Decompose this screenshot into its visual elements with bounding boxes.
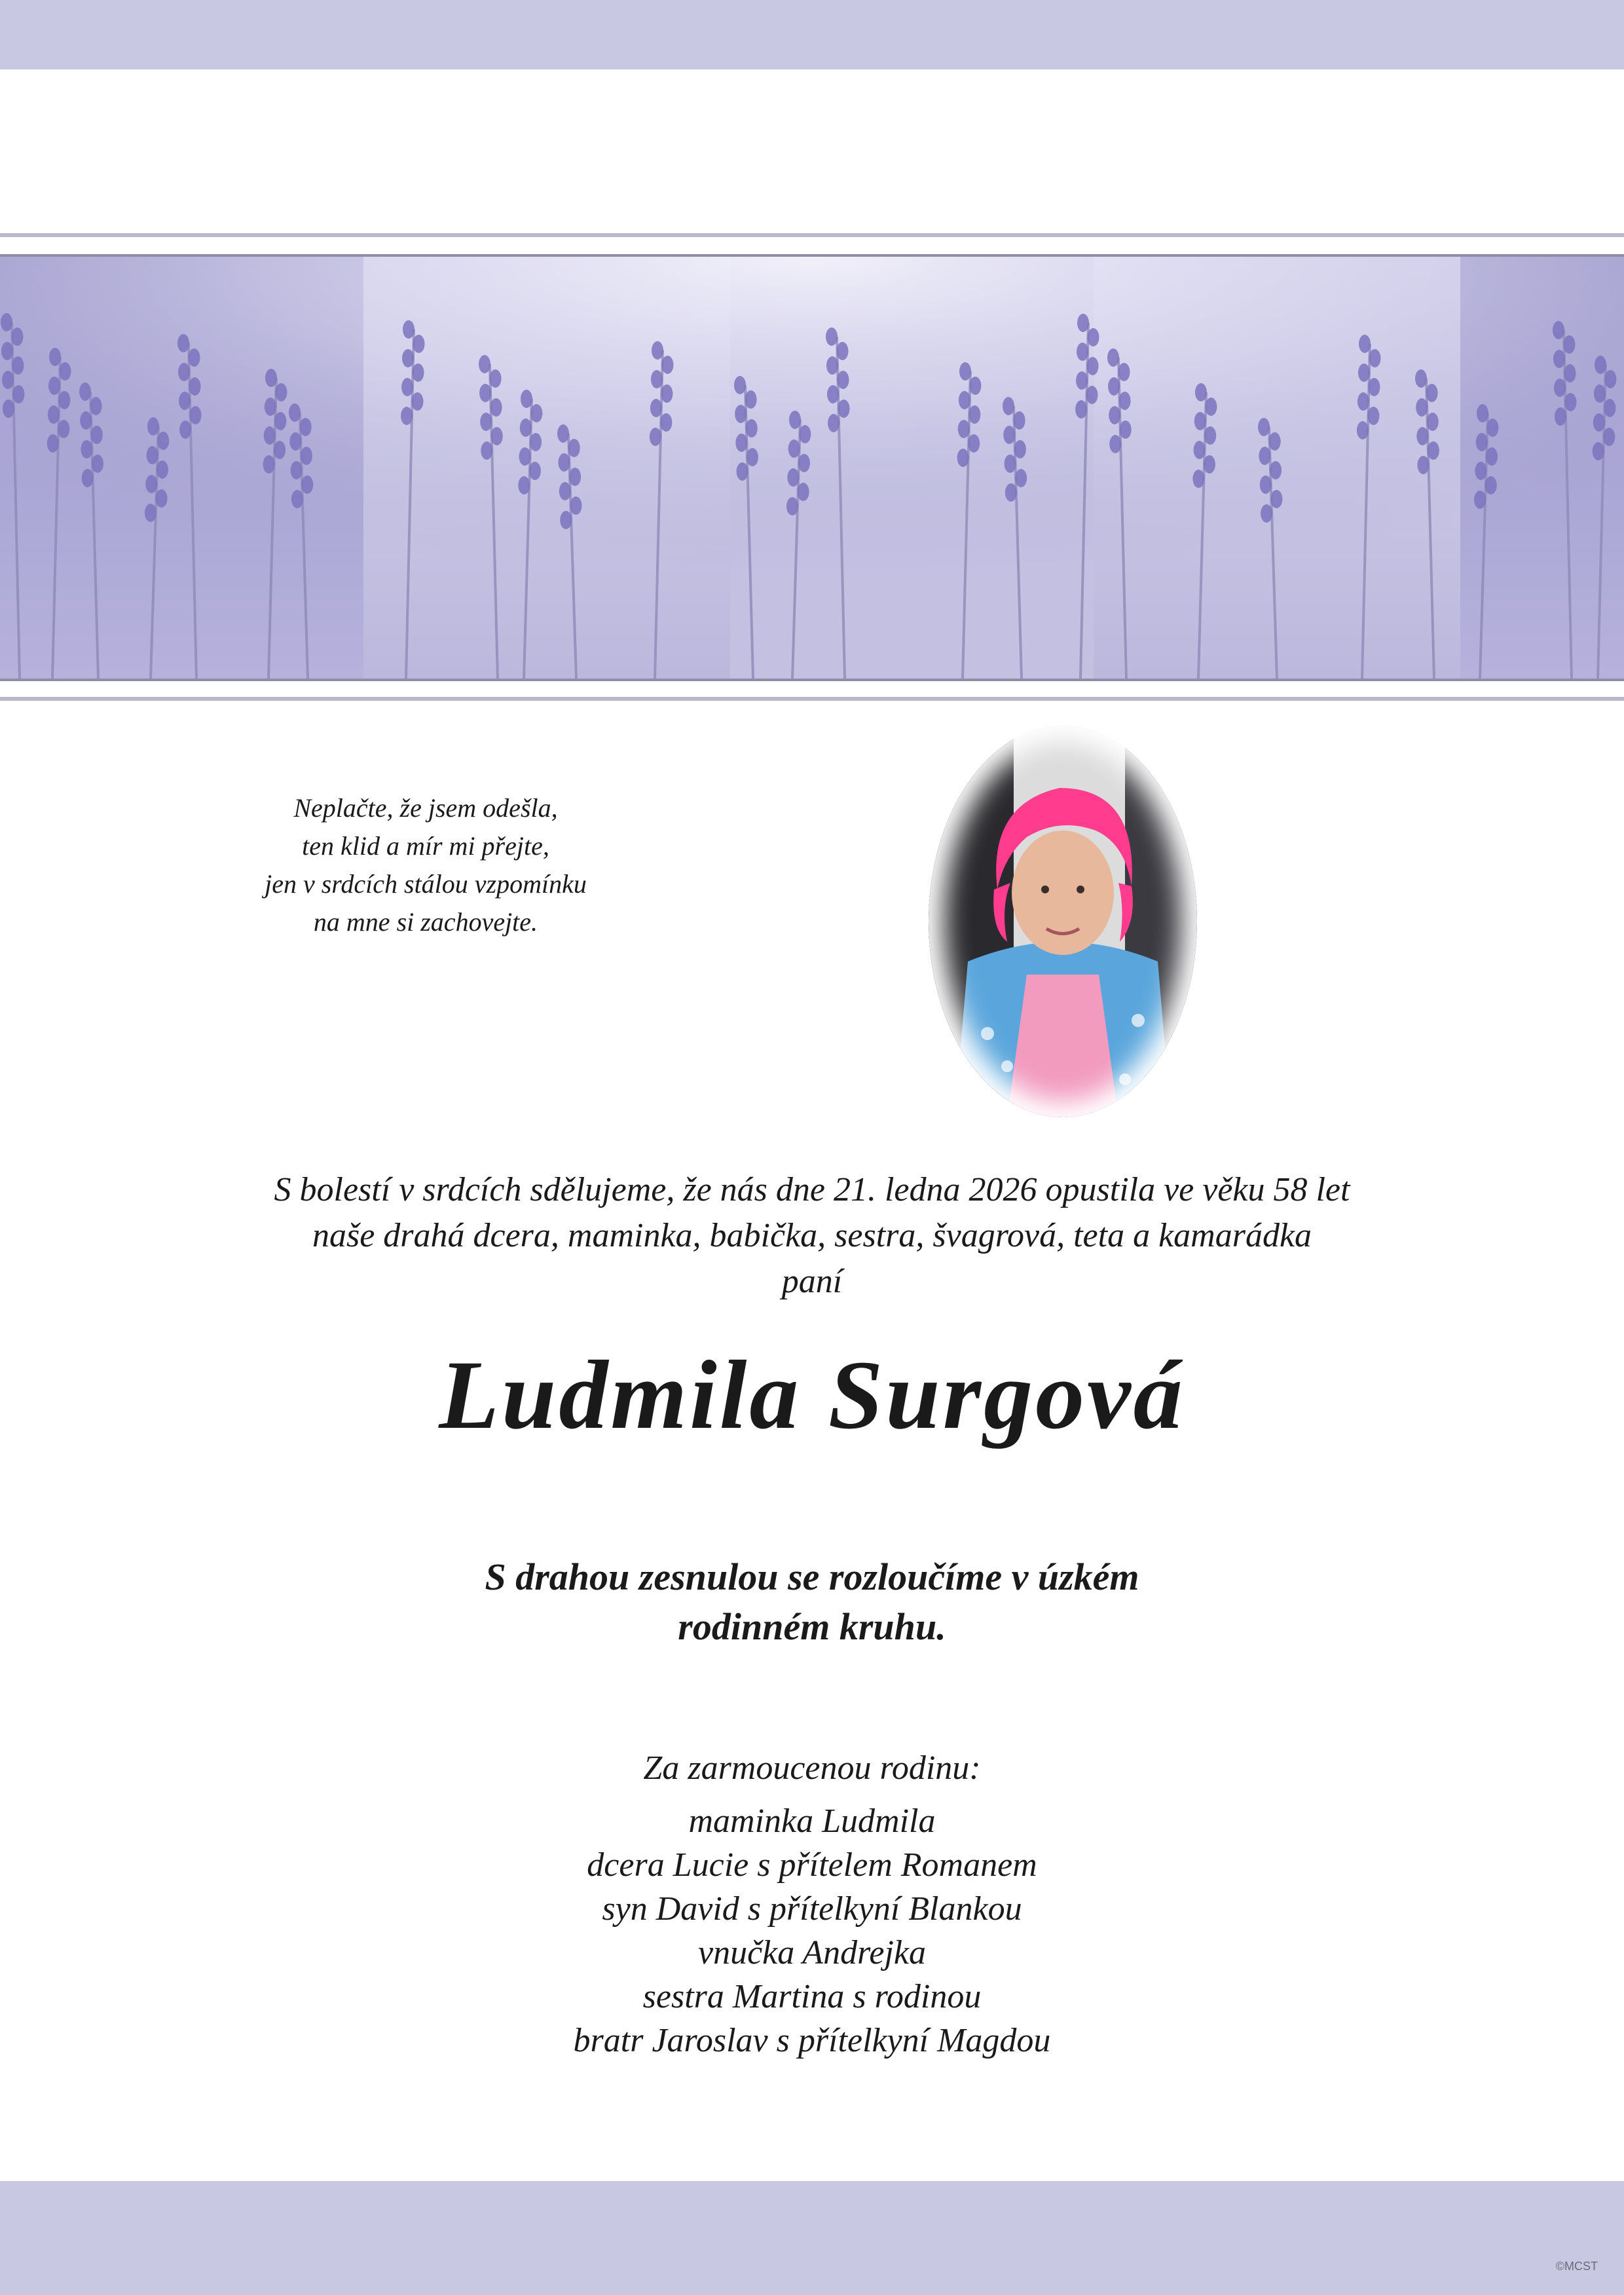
lavender-bud: [1195, 383, 1207, 401]
lavender-bud: [1077, 314, 1089, 332]
lavender-bud: [481, 441, 492, 460]
lavender-bud: [958, 420, 970, 438]
lavender-bud: [1005, 483, 1017, 502]
lavender-bud: [651, 370, 663, 388]
lavender-bud: [1109, 406, 1120, 424]
lavender-bud: [1594, 384, 1606, 403]
lavender-bud: [12, 385, 24, 403]
lavender-bud: [1205, 398, 1217, 416]
lavender-bud: [1077, 343, 1088, 361]
lavender-bud: [660, 413, 672, 432]
lavender-bud: [480, 413, 492, 431]
lavender-bud: [403, 320, 415, 339]
lavender-bud: [798, 483, 809, 501]
announcement-line: naše drahá dcera, maminka, babička, sestra, švagrová, teta a kamarádka: [312, 1217, 1312, 1254]
lavender-bud: [837, 342, 849, 360]
lavender-bud: [1595, 356, 1606, 374]
lavender-bud: [275, 383, 287, 401]
lavender-bud: [147, 446, 158, 464]
lavender-bud: [301, 447, 312, 465]
lavender-bud: [799, 425, 811, 443]
lavender-bud: [1014, 411, 1025, 430]
lavender-bud: [746, 419, 758, 438]
lavender-bud: [1475, 462, 1486, 480]
lavender-bud: [1204, 426, 1216, 445]
lavender-bud: [1005, 455, 1016, 473]
lavender-bud: [786, 497, 798, 515]
family-member: bratr Jaroslav s přítelkyní Magdou: [573, 2022, 1051, 2059]
lavender-bud: [735, 405, 747, 423]
poem-line: jen v srdcích stálou vzpomínku: [265, 869, 587, 899]
portrait-photo: [929, 726, 1197, 1117]
death-announcement: [157, 1167, 1467, 1305]
announcement-line: S bolestí v srdcích sdělujeme, že nás dne 21. ledna 2026 opustila ve věku 58 let: [274, 1171, 1350, 1208]
lavender-bud: [264, 426, 276, 445]
lavender-bud: [177, 334, 189, 352]
lavender-bud: [1476, 433, 1488, 451]
lavender-bud: [1259, 447, 1270, 465]
lavender-bud: [59, 362, 71, 381]
lavender-bud: [91, 426, 103, 444]
lavender-bud: [1417, 456, 1429, 474]
lavender-bud: [1358, 364, 1370, 382]
lower-divider-line: [0, 697, 1624, 701]
lavender-bud: [413, 335, 425, 353]
lavender-bud: [479, 384, 491, 402]
lavender-bud: [490, 369, 502, 388]
lavender-bud: [737, 462, 748, 481]
lavender-bud: [1109, 435, 1121, 453]
lavender-bud: [569, 468, 581, 486]
lavender-bud: [300, 418, 312, 436]
lavender-bud: [518, 476, 530, 494]
lavender-bud: [1426, 384, 1438, 402]
family-heading: Za zarmoucenou rodinu:: [643, 1749, 981, 1787]
lavender-bud: [47, 434, 59, 453]
lavender-bud: [1003, 397, 1014, 415]
lavender-bud: [1003, 426, 1015, 444]
lavender-bud: [735, 434, 747, 452]
lavender-bud: [1553, 321, 1564, 339]
lavender-bud: [145, 504, 157, 522]
lavender-bud: [789, 411, 801, 429]
lavender-bud: [1119, 392, 1131, 410]
lavender-bud: [1604, 399, 1615, 417]
lavender-bud: [1474, 491, 1486, 509]
lavender-bud: [263, 455, 275, 474]
lavender-bud: [1015, 469, 1027, 487]
lavender-bud: [1357, 392, 1369, 411]
lavender-bud: [1260, 476, 1272, 494]
lavender-bud: [301, 476, 313, 494]
lavender-bud: [1204, 455, 1215, 474]
lavender-bud: [1564, 364, 1576, 382]
lavender-bud: [1416, 398, 1428, 417]
lavender-bud: [826, 356, 838, 375]
lavender-bud: [957, 449, 969, 467]
lavender-bud: [652, 341, 663, 360]
lavender-bud: [838, 371, 849, 389]
lavender-bud: [1270, 490, 1282, 508]
lavender-bud: [401, 378, 413, 396]
lavender-bud: [2, 371, 14, 389]
lavender-bud: [1088, 328, 1099, 346]
lavender-bud: [827, 385, 839, 403]
family-member: sestra Martina s rodinou: [642, 1978, 982, 2015]
lavender-bud: [557, 424, 569, 443]
lavender-bud: [92, 455, 103, 473]
lavender-bud: [1192, 470, 1204, 488]
family-member: syn David s přítelkyní Blankou: [602, 1890, 1022, 1928]
poem-line: na mne si zachovejte.: [313, 907, 538, 937]
farewell-line: rodinném kruhu.: [678, 1605, 946, 1648]
lavender-bud: [82, 469, 94, 487]
lavender-bud: [558, 453, 570, 472]
lavender-bud: [1593, 413, 1605, 432]
lavender-bud: [81, 440, 92, 458]
farewell-notice: [157, 1552, 1467, 1652]
lavender-bud: [1554, 379, 1566, 397]
lavender-bud: [530, 433, 542, 451]
top-color-band: [0, 0, 1624, 69]
lavender-bud: [80, 411, 92, 430]
upper-divider-line: [0, 233, 1624, 237]
lavender-bud: [145, 475, 157, 493]
lavender-bud: [12, 356, 24, 375]
lavender-bud: [289, 432, 301, 451]
lavender-bud: [1, 342, 13, 360]
lavender-bud: [1118, 363, 1130, 381]
lavender-bud: [787, 468, 799, 487]
lavender-bud: [291, 490, 303, 508]
lavender-bud: [734, 376, 746, 394]
lavender-bud: [1369, 349, 1380, 367]
family-member: maminka Ludmila: [688, 1802, 936, 1840]
lavender-bud: [1563, 335, 1575, 354]
lavender-bud: [650, 399, 662, 417]
lavender-bud: [521, 390, 532, 408]
lavender-bud: [1258, 418, 1270, 436]
lavender-bud: [1593, 442, 1604, 460]
lavender-bud: [1076, 371, 1088, 390]
lavender-bud: [1087, 357, 1099, 375]
lavender-bud: [1555, 407, 1566, 426]
lavender-bud: [798, 454, 810, 472]
lavender-bud: [1357, 421, 1369, 439]
lavender-bud: [1, 313, 12, 331]
lavender-bud: [265, 398, 276, 416]
lavender-bud: [48, 405, 60, 424]
lavender-bud: [529, 462, 541, 480]
bottom-color-band: [0, 2181, 1624, 2295]
lavender-bud: [1416, 427, 1428, 445]
lavender-bud: [1485, 476, 1497, 494]
lavender-bud: [1086, 386, 1098, 404]
lavender-bud: [156, 489, 168, 508]
lavender-bud: [1603, 428, 1615, 446]
lavender-bud: [1428, 441, 1439, 460]
lavender-bud: [530, 404, 542, 422]
deceased-name: Ludmila Surgová: [439, 1341, 1185, 1449]
lavender-bud: [828, 414, 840, 432]
lavender-bud: [1415, 369, 1427, 388]
lavender-bud: [968, 434, 980, 453]
lavender-bud: [560, 511, 572, 529]
lavender-bud: [1486, 419, 1498, 437]
lavender-bud: [90, 397, 102, 415]
lavender-bud: [189, 377, 201, 396]
lavender-bud: [1270, 461, 1282, 479]
lavender-bud: [58, 420, 69, 438]
lavender-bud: [58, 391, 70, 409]
lavender-bud: [650, 428, 661, 446]
lavender-bud: [3, 400, 14, 418]
lavender-bud: [412, 392, 424, 411]
lavender-bud: [157, 432, 169, 450]
farewell-line: S drahou zesnulou se rozloučíme v úzkém: [485, 1556, 1139, 1598]
poem-line: ten klid a mír mi přejte,: [302, 831, 549, 861]
memorial-poem: [196, 789, 655, 941]
lavender-bud: [1564, 393, 1576, 411]
lavender-bud: [1075, 400, 1087, 419]
lavender-bud: [48, 377, 60, 395]
lavender-bud: [49, 348, 61, 366]
lavender-bud: [190, 406, 202, 424]
lavender-bud: [1108, 377, 1120, 396]
lavender-bud: [826, 327, 838, 346]
lavender-bud: [838, 400, 850, 418]
lavender-bud: [1427, 413, 1439, 431]
lavender-bud: [1368, 378, 1380, 396]
lavender-bud: [402, 349, 414, 367]
lavender-bud: [401, 407, 413, 425]
lavender-bud: [1194, 441, 1206, 459]
lavender-bud: [178, 363, 190, 381]
lavender-bud: [179, 420, 191, 439]
lavender-bud: [147, 417, 159, 436]
lavender-bud: [1261, 504, 1272, 523]
family-member: dcera Lucie s přítelem Romanem: [587, 1846, 1037, 1884]
mourning-family: [157, 1746, 1467, 2062]
lavender-bud: [1359, 335, 1371, 353]
copyright-watermark: ©MCST: [1555, 2260, 1598, 2273]
lavender-bud: [570, 496, 582, 515]
lavender-banner-image: [0, 254, 1624, 681]
lavender-bud: [661, 356, 673, 374]
lavender-bud: [568, 439, 580, 457]
lavender-bud: [1269, 432, 1281, 451]
lavender-bud: [491, 427, 503, 445]
lavender-bud: [1477, 404, 1488, 422]
lavender-bud: [265, 369, 277, 387]
lavender-bud: [179, 392, 191, 410]
lavender-bud: [157, 460, 168, 479]
lavender-bud: [1553, 350, 1565, 368]
lavender-bud: [189, 348, 200, 367]
lavender-bud: [291, 461, 303, 479]
lavender-bud: [519, 447, 531, 466]
lavender-bud: [959, 362, 971, 381]
lavender-bud: [788, 439, 800, 458]
lavender-bud: [559, 482, 571, 500]
lavender-bud: [11, 327, 23, 346]
lavender-bud: [490, 398, 502, 417]
lavender-bud: [289, 403, 301, 422]
lavender-bud: [1604, 370, 1616, 388]
lavender-bud: [79, 382, 91, 401]
lavender-bud: [413, 364, 424, 382]
lavender-bud: [1120, 420, 1132, 439]
lavender-bud: [1194, 412, 1206, 430]
poem-line: Neplačte, že jsem odešla,: [293, 793, 558, 823]
lavender-bud: [274, 412, 286, 430]
lavender-bud: [661, 384, 673, 403]
lavender-bud: [959, 391, 970, 409]
lavender-bud: [747, 448, 758, 466]
lavender-bud: [969, 405, 980, 424]
lavender-bud: [479, 355, 490, 373]
family-member: vnučka Andrejka: [698, 1934, 926, 1971]
lavender-bud: [1014, 440, 1026, 458]
lavender-bud: [969, 377, 981, 395]
lavender-bud: [1367, 407, 1379, 425]
lavender-bud: [1107, 348, 1119, 367]
lavender-bud: [274, 441, 286, 459]
announcement-line: paní: [781, 1263, 843, 1300]
lavender-bud: [520, 419, 532, 437]
lavender-bud: [1486, 447, 1498, 466]
lavender-bud: [745, 390, 757, 409]
